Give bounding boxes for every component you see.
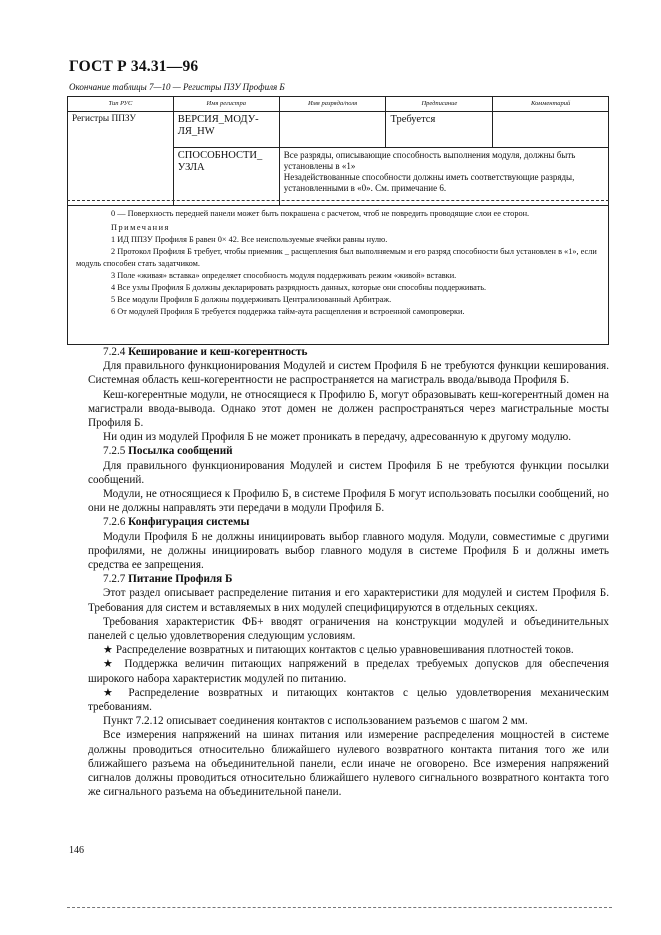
bullet-item: ★ Поддержка величин питающих напряжений в пределах требуемых допусков для обеспечения широкого набора характеристик модулей по питанию. — [88, 658, 610, 685]
capabilities-text-2: Незадействованные способности должны иметь соответствующие разряды, установленными в «0». См. примечание 6. — [283, 171, 575, 193]
paragraph: Кеш-когерентные модули, не относящиеся к Профилю Б, могут образовывать кеш-когерентный домен на магистрали ввода-вывода. Однако этот домен не должен распространяться через магистральные мосты Профиля Б. — [88, 388, 609, 430]
cell-register-version: ВЕРСИЯ_МОДУ-ЛЯ_HW — [173, 111, 279, 147]
section-heading-7-2-5: 7.2.5 Посылка сообщений — [103, 445, 233, 458]
paragraph: Модули, не относящиеся к Профилю Б, в системе Профиля Б могут использовать посылки сообщений, но они не должны направлять эти передачи в модули Профиля Б. — [88, 488, 610, 515]
cell-comment-empty — [493, 111, 609, 147]
table-caption: Окончание таблицы 7—10 — Регистры ПЗУ Профиля Б — [69, 82, 285, 92]
note-item: 2 Протокол Профиля Б требует, чтобы приемник _ расщепления был выполняемым и его разряд способности был установлен в «1», если модуль способен стать задатчиком. — [76, 247, 597, 268]
paragraph: Все измерения напряжений на шинах питания или измерение распределения мощностей в системе должны проводиться относительно ближайшего нулевого возвратного контакта питания того же или ближайшего разъема на объединительной панели, если иначе не оговорено. Все измерения напряжений сигналов должны проводиться относительно ближайшего нулевого сигнального возвратного контакта того же сигнального разъема на объединительной панели. — [88, 729, 609, 799]
col-header-comment: Комментарий — [493, 97, 609, 112]
note-item: 1 ИД ППЗУ Профиля Б равен 0× 42. Все неиспользуемые ячейки равны нулю. — [111, 235, 388, 244]
paragraph: Ни один из модулей Профиля Б не может проникать в передачу, адресованную к другому модулю. — [103, 431, 572, 444]
table-continuation-divider — [67, 200, 609, 201]
col-header-rus-type: Тип РУС — [68, 97, 174, 112]
notes-title: Примечания — [111, 223, 170, 232]
bottom-scan-line — [67, 907, 612, 908]
paragraph: Для правильного функционирования Модулей и систем Профиля Б не требуются функции кеширования. Системная область кеш-когерентности не распространяется на магистраль ввода/вывода Профиля Б. — [88, 360, 609, 387]
page-number: 146 — [69, 845, 84, 856]
table-row — [68, 111, 609, 147]
bullet-item: ★ Распределение возвратных и питающих контактов с целью уравновешивания плотностей токов. — [103, 644, 574, 657]
paragraph: Требования характеристик ФБ+ вводят ограничения на конструкции модулей и объединительных панелей с целью удовлетворения следующим условиям. — [88, 615, 609, 643]
note-item: 6 От модулей Профиля Б требуется поддержка тайм-аута расщепления и встроенной самопроверки. — [111, 307, 465, 316]
note-item: 5 Все модули Профиля Б должны поддерживать Централизованный Арбитраж. — [111, 295, 392, 304]
cell-register-capabilities: СПОСОБНОСТИ_ УЗЛА — [173, 147, 279, 205]
col-header-prescription: Предписание — [386, 97, 493, 112]
paragraph: Модули Профиля Б не должны инициировать выбор главного модуля. Модули, совместимые с другими профилями, не должны инициировать выбор главного модуля в системе Профиля Б и должны иметь средства ее запрещения. — [88, 530, 609, 572]
table-header-row — [68, 97, 609, 112]
capabilities-text-1: Все разряды, описывающие способность выполнения модуля, должны быть установлены в «1» — [283, 149, 576, 171]
section-heading-7-2-7: 7.2.7 Питание Профиля Б — [103, 573, 233, 586]
cell-prescription-required: Требуется — [386, 111, 493, 147]
paragraph: Этот раздел описывает распределение питания и его характеристики для модулей и систем Профиля Б. Требования для систем и вставляемых в них модулей специфицируются в отдельных секциях. — [88, 587, 609, 614]
registers-table — [67, 96, 609, 206]
note-zero: 0 — Поверхность передней панели может быть покрашена с расчетом, чтоб не повредить проводящие слои ее сторон. — [111, 209, 530, 218]
section-heading-7-2-6: 7.2.6 Конфигурация системы — [103, 516, 250, 529]
note-item: 3 Поле «живая» вставка» определяет способность модуля поддерживать режим «живой» вставки. — [111, 271, 457, 280]
document-code: ГОСТ Р 34.31—96 — [69, 58, 199, 75]
star-bullet-icon: ★ — [103, 658, 118, 671]
section-heading-7-2-4: 7.2.4 Кеширование и кеш-когерентность — [103, 346, 308, 358]
col-header-register-name: Имя регистра — [173, 97, 279, 112]
bullet-item: ★ Распределение возвратных и питающих контактов с целью удовлетворения механическим требованиям. — [88, 686, 609, 714]
star-bullet-icon: ★ — [103, 644, 114, 657]
cell-rus-type: Регистры ППЗУ — [68, 111, 174, 205]
main-text — [88, 345, 609, 800]
note-item: 4 Все узлы Профиля Б должны декларировать разрядность данных, которые они способны поддерживать. — [111, 283, 487, 292]
cell-field-empty — [279, 111, 386, 147]
paragraph: Пункт 7.2.12 описывает соединения контактов с использованием разъемов с шагом 2 мм. — [103, 715, 528, 728]
paragraph: Для правильного функционирования Модулей и систем Профиля Б не требуются функции посылки сообщений. — [88, 459, 609, 486]
table-notes — [67, 204, 609, 345]
star-bullet-icon: ★ — [103, 686, 120, 699]
col-header-field-name: Имя разряда/поля — [279, 97, 386, 112]
cell-capabilities-description — [279, 147, 608, 205]
